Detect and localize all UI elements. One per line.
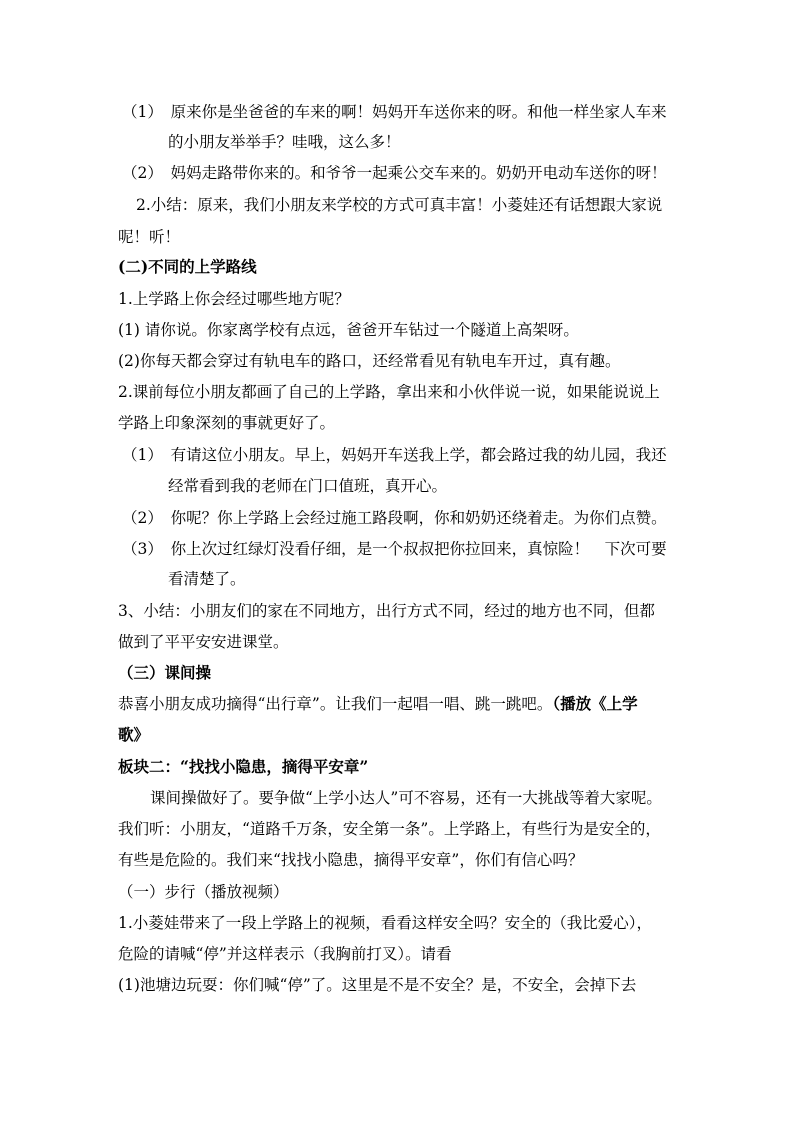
text-line: （1） 有请这位小朋友。早上，妈妈开车送我上学，都会路过我的幼儿园，我还 <box>122 446 667 464</box>
text-line <box>118 693 638 715</box>
text-span: 恭喜小朋友成功摘得“出行章”。让我们一起唱一唱、跳一跳吧。 <box>118 695 553 713</box>
text-line: （2） 妈妈走路带你来的。和爷爷一起乘公交车来的。奶奶开电动车送你的呀！ <box>122 164 667 182</box>
text-line: 我们听：小朋友，“道路千万条，安全第一条”。上学路上，有些行为是安全的， <box>118 820 661 838</box>
text-line: (1)池塘边玩耍：你们喊“停”了。这里是不是不安全？是，不安全，会掉下去 <box>118 976 637 994</box>
text-line: 3、小结：小朋友们的家在不同地方，出行方式不同，经过的地方也不同，但都 <box>118 602 655 620</box>
text-line: 2.小结：原来，我们小朋友来学校的方式可真丰富！小菱娃还有话想跟大家说 <box>136 196 663 214</box>
section-heading: （三）课间操 <box>118 663 212 682</box>
text-line: (1) 请你说。你家离学校有点远，爸爸开车钻过一个隧道上高架呀。 <box>118 321 579 339</box>
text-line: 1.小菱娃带来了一段上学路上的视频，看看这样安全吗？安全的（我比爱心）， <box>118 914 653 932</box>
block-heading: 板块二：“找找小隐患，摘得平安章” <box>118 757 369 776</box>
text-line: 呢！听！ <box>118 228 181 246</box>
text-line: 2.课前每位小朋友都画了自己的上学路，拿出来和小伙伴说一说，如果能说说上 <box>118 383 660 401</box>
text-line: （1） 原来你是坐爸爸的车来的啊！妈妈开车送你来的呀。和他一样坐家人车来 <box>122 103 667 121</box>
text-line: 的小朋友举举手？哇哦，这么多！ <box>168 133 401 151</box>
text-line: 学路上印象深刻的事就更好了。 <box>118 414 336 432</box>
text-line: (2)你每天都会穿过有轨电车的路口，还经常看见有轨电车开过，真有趣。 <box>118 352 621 370</box>
text-line: 经常看到我的老师在门口值班，真开心。 <box>168 477 448 495</box>
text-line: 1.上学路上你会经过哪些地方呢？ <box>118 290 350 308</box>
text-line: 有些是危险的。我们来“找找小隐患，摘得平安章”，你们有信心吗？ <box>118 851 584 869</box>
text-line: （3） 你上次过红绿灯没看仔细，是一个叔叔把你拉回来，真惊险！ 下次可要 <box>122 540 667 558</box>
text-line: 做到了平平安安进课堂。 <box>118 633 289 651</box>
text-line: 歌》 <box>118 725 150 744</box>
text-line: 看清楚了。 <box>168 570 246 588</box>
text-line: 危险的请喊“停”并这样表示（我胸前打叉）。请看 <box>118 945 452 963</box>
bold-span: （播放《上学 <box>552 694 638 713</box>
section-heading: （一）步行（播放视频） <box>118 883 289 901</box>
text-line: 课间操做好了。要争做“上学小达人”可不容易，还有一大挑战等着大家呢。 <box>150 789 662 807</box>
text-line: （2） 你呢？你上学路上会经过施工路段啊，你和奶奶还绕着走。为你们点赞。 <box>122 509 667 527</box>
section-heading: (二)不同的上学路线 <box>118 257 257 276</box>
